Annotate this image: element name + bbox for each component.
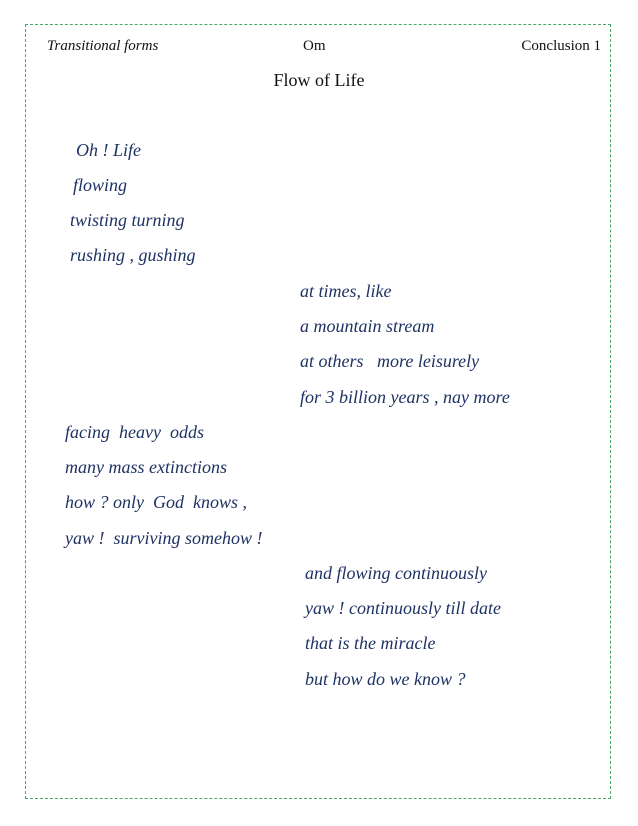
- poem-line: facing heavy odds: [65, 422, 204, 442]
- header-right-text: Conclusion 1: [521, 38, 601, 54]
- poem-line: twisting turning: [70, 210, 185, 230]
- poem-line: rushing , gushing: [70, 245, 196, 265]
- poem-line: for 3 billion years , nay more: [300, 387, 510, 407]
- poem-line: at others more leisurely: [300, 351, 480, 371]
- poem-line: and flowing continuously: [305, 563, 487, 583]
- poem-line: many mass extinctions: [65, 457, 227, 477]
- poem-line: a mountain stream: [300, 316, 435, 336]
- poem-line: yaw ! surviving somehow !: [65, 528, 263, 548]
- poem-line: at times, like: [300, 281, 392, 301]
- header-center-text: Om: [303, 38, 326, 54]
- header-left-text: Transitional forms: [47, 38, 159, 54]
- poem-line: but how do we know ?: [305, 669, 466, 689]
- poem-line: yaw ! continuously till date: [305, 598, 501, 618]
- poem-line: flowing: [73, 175, 128, 195]
- poem-line: that is the miracle: [305, 633, 436, 653]
- page-title: Flow of Life: [273, 70, 365, 90]
- poem-line: Oh ! Life: [76, 140, 141, 160]
- poem-line: how ? only God knows ,: [65, 492, 247, 512]
